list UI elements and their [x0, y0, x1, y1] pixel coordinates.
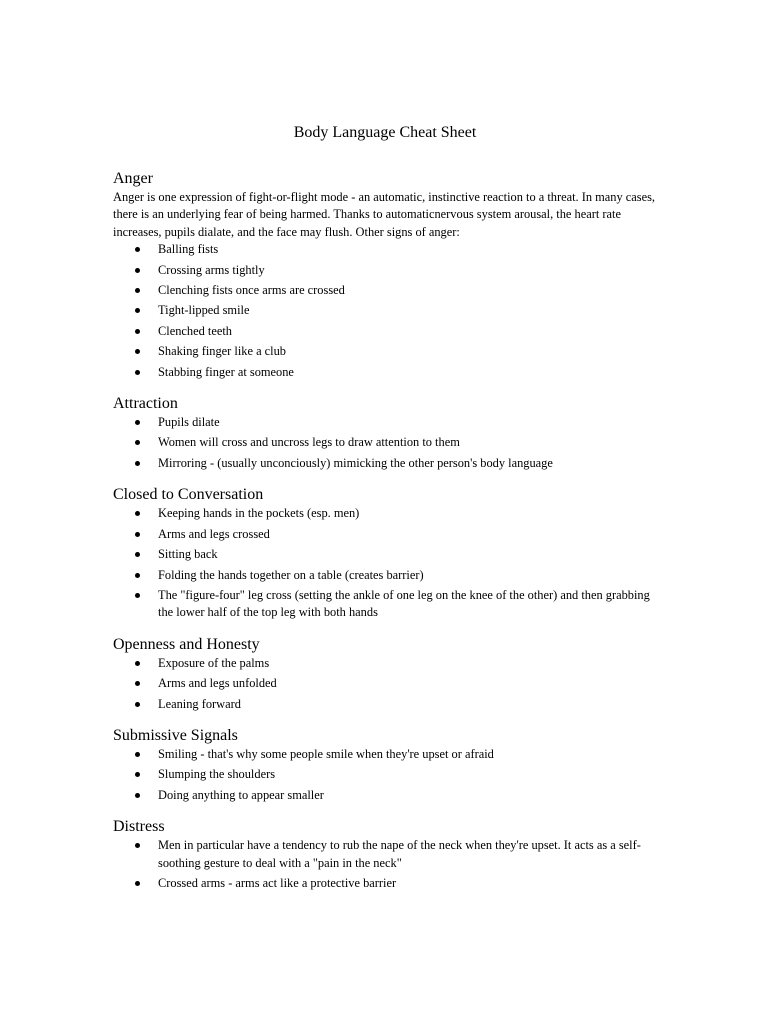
bullet-list	[113, 241, 673, 381]
section-anger	[113, 169, 673, 381]
bullet-icon	[135, 702, 140, 707]
bullet-icon	[135, 461, 140, 466]
bullet-list	[113, 837, 673, 892]
bullet-icon	[135, 593, 140, 598]
list-item-text: Doing anything to appear smaller	[158, 787, 324, 802]
list-item	[113, 696, 658, 713]
bullet-icon	[135, 308, 140, 313]
list-item-text: The "figure-four" leg cross (setting the ankle of one leg on the knee of the other) and then grabbing the lower half of the top leg with both hands	[158, 587, 650, 620]
bullet-icon	[135, 511, 140, 516]
bullet-icon	[135, 349, 140, 354]
list-item	[113, 323, 658, 340]
list-item-text: Clenching fists once arms are crossed	[158, 283, 345, 298]
list-item-text: Stabbing finger at someone	[158, 364, 294, 379]
list-item-text: Arms and legs crossed	[158, 526, 270, 541]
list-item	[113, 837, 658, 872]
list-item-text: Mirroring - (usually unconciously) mimicking the other person's body language	[158, 455, 553, 470]
section-submissive-signals	[113, 726, 673, 804]
section-paragraph: Anger is one expression of fight-or-flight mode - an automatic, instinctive reaction to a threat. In many cases, there is an underlying fear of being harmed. Thanks to automaticnervous system arousal, the heart rate increases, pupils dialate, and the face may flush. Other signs of anger:	[113, 190, 656, 239]
list-item-text: Smiling - that's why some people smile when they're upset or afraid	[158, 746, 494, 761]
list-item	[113, 675, 658, 692]
list-item	[113, 364, 658, 381]
list-item-text: Slumping the shoulders	[158, 767, 276, 782]
sections-container	[113, 169, 673, 892]
list-item	[113, 746, 658, 763]
bullet-icon	[135, 268, 140, 273]
list-item	[113, 567, 658, 584]
section-heading: Openness and Honesty	[113, 635, 260, 653]
bullet-icon	[135, 772, 140, 777]
list-item	[113, 414, 658, 431]
bullet-icon	[135, 881, 140, 886]
bullet-list	[113, 746, 673, 804]
bullet-icon	[135, 793, 140, 798]
list-item-text: Men in particular have a tendency to rub the nape of the neck when they're upset. It acts as a self-soothing gesture to deal with a "pain in the neck"	[158, 838, 641, 870]
section-heading: Anger	[113, 170, 153, 187]
bullet-icon	[135, 440, 140, 445]
list-item-text: Balling fists	[158, 242, 219, 257]
list-item	[113, 587, 658, 622]
list-item	[113, 655, 658, 672]
list-item-text: Keeping hands in the pockets (esp. men)	[158, 506, 360, 521]
bullet-icon	[135, 752, 140, 757]
document-page	[113, 118, 673, 905]
bullet-icon	[135, 573, 140, 578]
section-openness-and-honesty	[113, 635, 673, 713]
list-item	[113, 302, 658, 319]
list-item-text: Crossed arms - arms act like a protective barrier	[158, 875, 397, 890]
bullet-icon	[135, 329, 140, 334]
bullet-icon	[135, 661, 140, 666]
list-item	[113, 875, 658, 892]
list-item-text: Exposure of the palms	[158, 655, 270, 670]
list-item	[113, 787, 658, 804]
list-item	[113, 434, 658, 451]
list-item-text: Tight-lipped smile	[158, 303, 250, 318]
list-item	[113, 766, 658, 783]
list-item-text: Leaning forward	[158, 696, 241, 711]
list-item-text: Clenched teeth	[158, 323, 232, 338]
list-item	[113, 455, 658, 472]
list-item	[113, 526, 658, 543]
list-item-text: Sitting back	[158, 547, 218, 562]
list-item	[113, 343, 658, 360]
list-item	[113, 546, 658, 563]
section-attraction	[113, 394, 673, 472]
section-distress	[113, 817, 673, 892]
section-closed-to-conversation	[113, 485, 673, 621]
list-item	[113, 282, 658, 299]
bullet-icon	[135, 681, 140, 686]
list-item	[113, 262, 658, 279]
section-heading: Closed to Conversation	[113, 486, 264, 504]
section-heading: Submissive Signals	[113, 726, 238, 744]
bullet-list	[113, 414, 673, 472]
list-item-text: Shaking finger like a club	[158, 344, 287, 359]
bullet-icon	[135, 532, 140, 537]
bullet-icon	[135, 288, 140, 293]
list-item-text: Crossing arms tightly	[158, 262, 265, 277]
bullet-icon	[135, 370, 140, 375]
bullet-icon	[135, 247, 140, 252]
bullet-icon	[135, 843, 140, 848]
bullet-icon	[135, 420, 140, 425]
list-item-text: Arms and legs unfolded	[158, 676, 277, 691]
list-item-text: Pupils dilate	[158, 415, 220, 430]
section-heading: Distress	[113, 818, 165, 836]
section-heading: Attraction	[113, 395, 178, 413]
bullet-list	[113, 655, 673, 713]
bullet-list	[113, 505, 673, 621]
list-item	[113, 241, 658, 258]
list-item-text: Folding the hands together on a table (creates barrier)	[158, 567, 424, 582]
list-item-text: Women will cross and uncross legs to draw attention to them	[158, 435, 460, 450]
page-title: Body Language Cheat Sheet	[293, 124, 477, 141]
list-item	[113, 505, 658, 522]
bullet-icon	[135, 552, 140, 557]
